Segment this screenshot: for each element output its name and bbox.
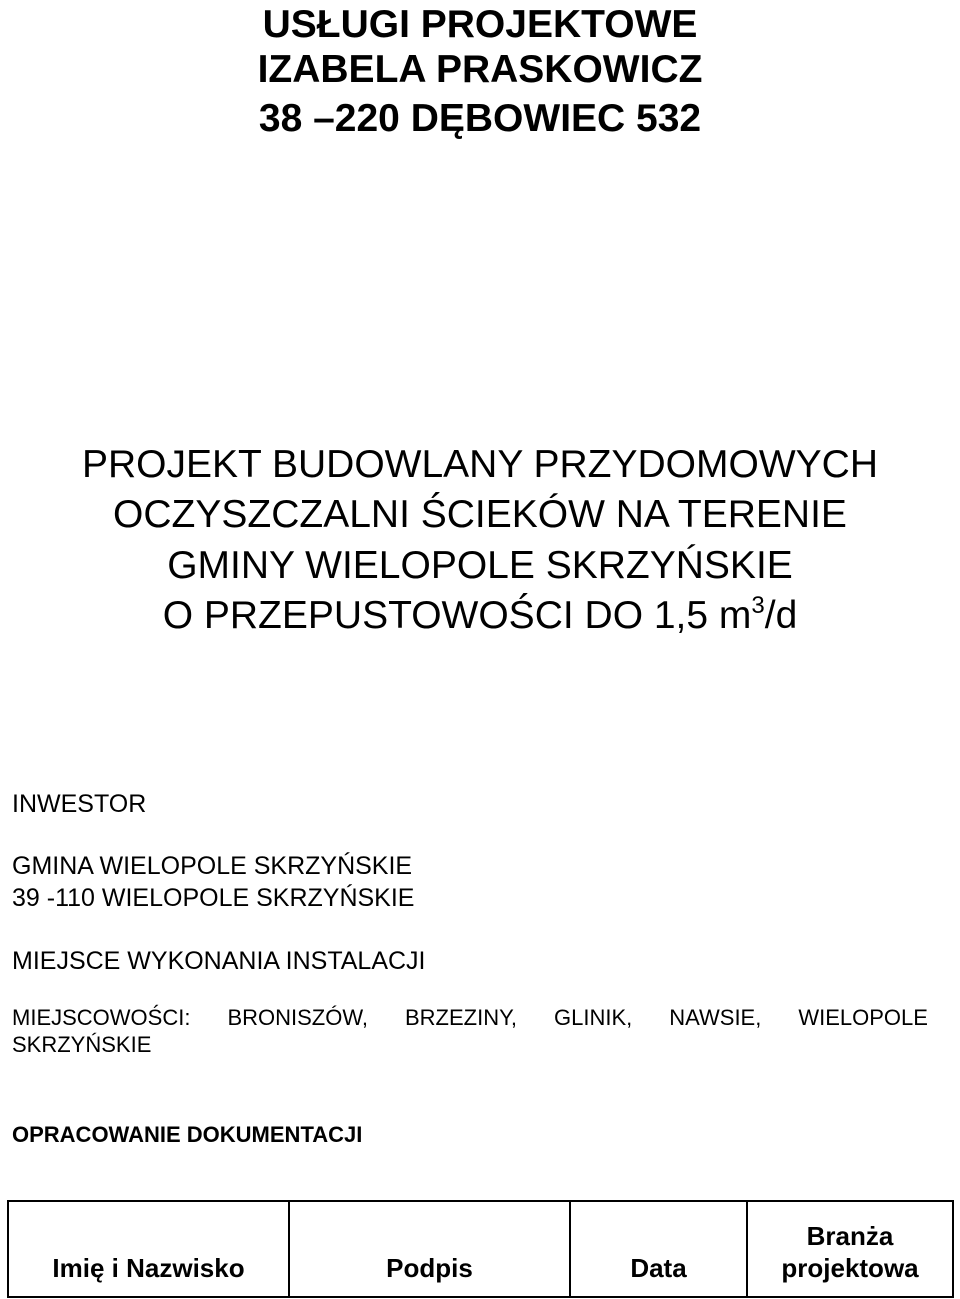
project-title-line-3: GMINY WIELOPOLE SKRZYŃSKIE [167,544,793,587]
capacity-unit: /d [764,594,798,637]
signature-column-header: Podpis [289,1201,570,1297]
location-place: NAWSIE, [669,1005,762,1030]
location-label: MIEJSCE WYKONANIA INSTALACJI [12,947,426,975]
capacity-text: O PRZEPUSTOWOŚCI DO 1,5 m [162,594,752,637]
date-column-header: Data [570,1201,747,1297]
name-column-header: Imię i Nazwisko [8,1201,289,1297]
project-title-line-1: PROJEKT BUDOWLANY PRZYDOMOWYCH [82,443,878,486]
location-prefix: MIEJSCOWOŚCI: [12,1005,191,1030]
signature-table [7,1200,954,1298]
location-place: WIELOPOLE [798,1005,928,1030]
location-place: BRONISZÓW, [227,1005,368,1030]
investor-address: 39 -110 WIELOPOLE SKRZYŃSKIE [12,884,415,912]
documentation-label: OPRACOWANIE DOKUMENTACJI [12,1122,363,1147]
project-title-line-4 [0,591,960,646]
branch-column-header: Branża projektowa [747,1201,953,1297]
investor-label: INWESTOR [12,790,147,818]
location-place: GLINIK, [554,1005,633,1030]
location-list [12,1003,928,1033]
investor-name: GMINA WIELOPOLE SKRZYŃSKIE [12,852,413,880]
location-continuation: SKRZYŃSKIE [12,1032,152,1057]
company-owner: IZABELA PRASKOWICZ [257,48,703,91]
company-name: USŁUGI PROJEKTOWE [262,3,698,46]
project-title-line-2: OCZYSZCZALNI ŚCIEKÓW NA TERENIE [113,493,847,536]
table-row [8,1201,953,1297]
location-place: BRZEZINY, [404,1005,518,1030]
company-address: 38 –220 DĘBOWIEC 532 [258,97,702,140]
capacity-superscript: 3 [751,592,765,619]
